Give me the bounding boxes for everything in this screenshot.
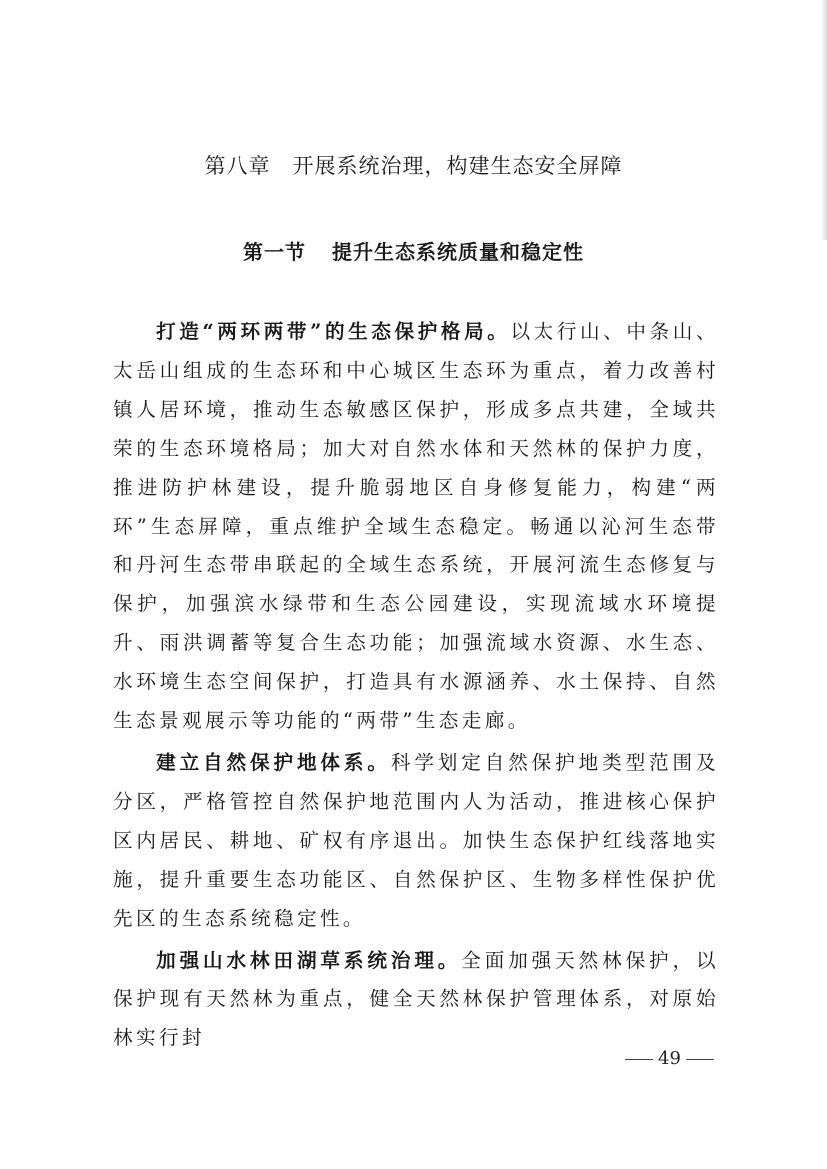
chapter-heading <box>0 150 827 180</box>
page-number <box>620 1048 719 1069</box>
page-number-dash-right <box>686 1059 714 1060</box>
paragraph-lead: 加强山水林田湖草系统治理。 <box>156 948 462 972</box>
body-text <box>113 313 719 1061</box>
section-title: 提升生态系统质量和稳定性 <box>332 240 584 264</box>
paragraph-lead: 打造“两环两带”的生态保护格局。 <box>156 320 511 343</box>
paragraph <box>113 942 719 1059</box>
paragraph <box>113 313 719 741</box>
section-heading <box>0 236 827 265</box>
chapter-title: 开展系统治理，构建生态安全屏障 <box>292 154 623 178</box>
paragraph-lead: 建立自然保护地体系。 <box>156 750 391 774</box>
paragraph-text: 全面加强天然林保护，以保护现有天然林为重点，健全天然林保护管理体系，对原始林实行封 <box>113 948 719 1050</box>
paragraph-text: 以太行山、中条山、太岳山组成的生态环和中心城区生态环为重点，着力改善村镇人居环境，推动生态敏感区保护，形成多点共建，全域共荣的生态环境格局；加大对自然水体和天然林的保护力度，推进防护林建设，提升脆弱地区自身修复能力，构建“两环”生态屏障，重点维护全域生态稳定。畅通以沁河生态带和丹河生态带串联起的全域生态系统，开展河流生态修复与保护，加强滨水绿带和生态公园建设，实现流域水环境提升、雨洪调蓄等复合生态功能；加强流域水资源、水生态、水环境生态空间保护，打造具有水源涵养、水土保持、自然生态景观展示等功能的“两带”生态走廊。 <box>113 320 719 733</box>
page-edge-shadow <box>821 0 827 240</box>
page-number-dash-left <box>625 1059 653 1060</box>
paragraph-text: 科学划定自然保护地类型范围及分区，严格管控自然保护地范围内人为活动，推进核心保护区内居民、耕地、矿权有序退出。加快生态保护红线落地实施，提升重要生态功能区、自然保护区、生物多样性保护优先区的生态系统稳定性。 <box>113 750 719 930</box>
page-number-value: 49 <box>658 1048 681 1069</box>
section-label: 第一节 <box>243 240 306 264</box>
paragraph <box>113 744 719 939</box>
chapter-label: 第八章 <box>204 154 271 178</box>
